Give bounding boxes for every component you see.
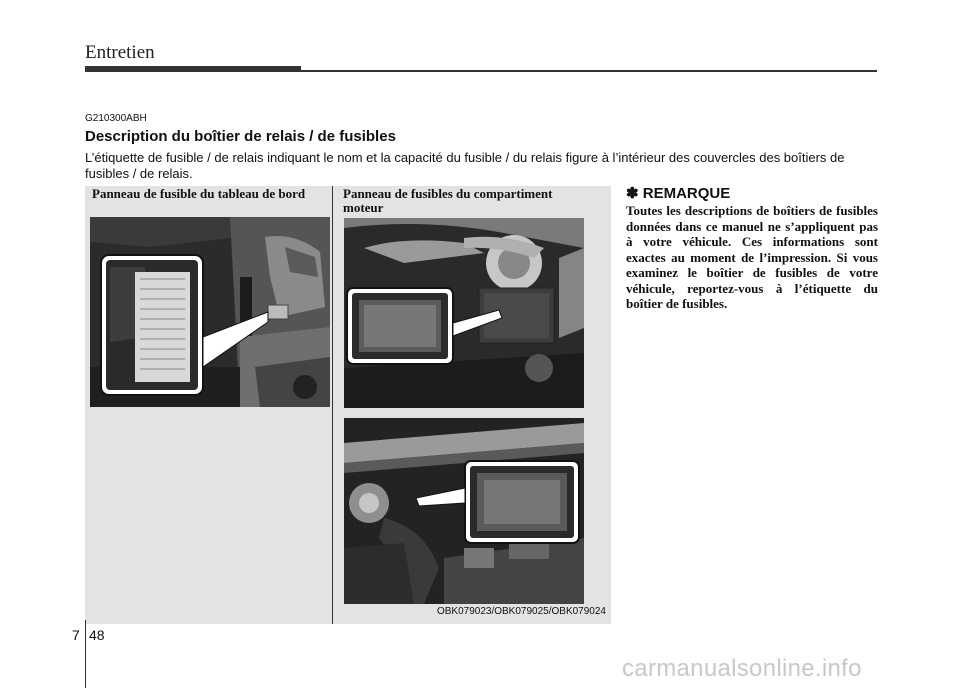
section-title: Entretien xyxy=(85,42,155,63)
engine-fuse-panel-photo-top xyxy=(344,218,584,408)
header-rule xyxy=(301,70,877,72)
dashboard-fuse-panel-photo xyxy=(90,217,330,407)
header-rule-thick xyxy=(85,66,301,72)
note-title xyxy=(626,184,730,202)
article-heading: Description du boîtier de relais / de fusibles xyxy=(85,128,396,145)
caption-engine-fuse-panel: Panneau de fusibles du compartiment moteur xyxy=(343,186,553,215)
page-number: 48 xyxy=(89,627,105,643)
caption-dashboard-fuse-panel: Panneau de fusible du tableau de bord xyxy=(92,186,306,201)
figure-divider xyxy=(332,186,333,624)
page-number-divider xyxy=(85,620,86,688)
note-body: Toutes les descriptions de boîtiers de fusibles données dans ce manuel ne s’appliquent pas à votre véhicule. Ces informations sont exactes au moment de l’impression. Si vous examinez le boîtier de fusibles de votre véhicule, reportez-vous à l’étiquette du boîtier de fusibles. xyxy=(626,203,878,311)
watermark: carmanualsonline.info xyxy=(622,655,862,682)
note-symbol: ✽ xyxy=(626,185,639,202)
chapter-number: 7 xyxy=(72,627,80,643)
note-label: REMARQUE xyxy=(642,185,731,202)
image-reference: OBK079023/OBK079025/OBK079024 xyxy=(436,606,606,617)
article-code: G210300ABH xyxy=(85,113,147,124)
engine-fuse-panel-photo-bottom xyxy=(344,418,584,604)
article-intro: L’étiquette de fusible / de relais indiquant le nom et la capacité du fusible / du relais figure à l’intérieur des couvercles des boîtiers de fusibles / de relais. xyxy=(85,150,845,181)
